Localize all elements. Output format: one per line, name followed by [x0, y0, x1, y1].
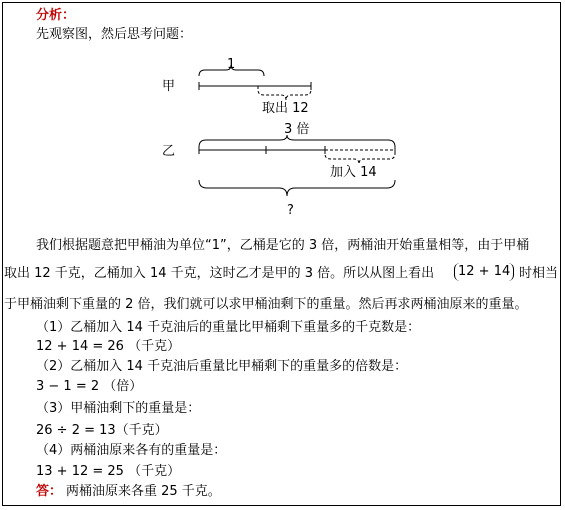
line-segment-diagram	[0, 0, 565, 230]
takeout-brace	[258, 86, 311, 100]
question-mark: ?	[287, 203, 294, 218]
step-1-text: （1）乙桶加入 14 千克油后的重量比甲桶剩下重量多的千克数是：	[36, 320, 421, 335]
step-4-text: （4）两桶油原来各有的重量是：	[36, 443, 227, 458]
step-2-text: （2）乙桶加入 14 千克油后重量比甲桶剩下的重量多的倍数是：	[36, 359, 408, 374]
analysis-heading: 分析：	[36, 8, 76, 23]
add-brace	[325, 150, 395, 164]
times-label: 3 倍	[284, 122, 310, 137]
paragraph-line-3: 于甲桶油剩下重量的 2 倍，我们就可以求甲桶油剩下的重量。然后再求两桶油原来的重量。	[4, 297, 528, 312]
step-2-equation: 3 − 1 = 2 （倍）	[36, 379, 143, 394]
jia-label: 甲	[162, 79, 176, 94]
intro-text: 先观察图，然后思考问题：	[36, 27, 193, 42]
paragraph-line-2b: 时相当	[519, 266, 559, 281]
yi-label: 乙	[162, 144, 176, 159]
answer-text: 两桶油原来各重 25 千克。	[66, 484, 221, 499]
takeout-label: 取出 12	[262, 101, 309, 116]
answer-label: 答：	[36, 484, 63, 499]
add-label: 加入 14	[330, 165, 377, 180]
one-label: 1	[227, 57, 236, 72]
step-4-equation: 13 + 12 = 25 （千克）	[36, 464, 181, 479]
paragraph-line-2a: 取出 12 千克，乙桶加入 14 千克，这时乙才是甲的 3 倍。所以从图上看出	[4, 266, 435, 281]
total-brace	[199, 180, 395, 196]
step-3-text: （3）甲桶油剩下的重量是：	[36, 401, 201, 416]
step-3-equation: 26 ÷ 2 = 13（千克）	[36, 423, 168, 438]
step-1-equation: 12 + 14 = 26 （千克）	[36, 339, 181, 354]
paragraph-paren-expression: 12 + 14	[454, 263, 514, 281]
paragraph-line-1: 我们根据题意把甲桶油为单位“1”，乙桶是它的 3 倍，两桶油开始重量相等，由于甲桶	[36, 238, 530, 253]
